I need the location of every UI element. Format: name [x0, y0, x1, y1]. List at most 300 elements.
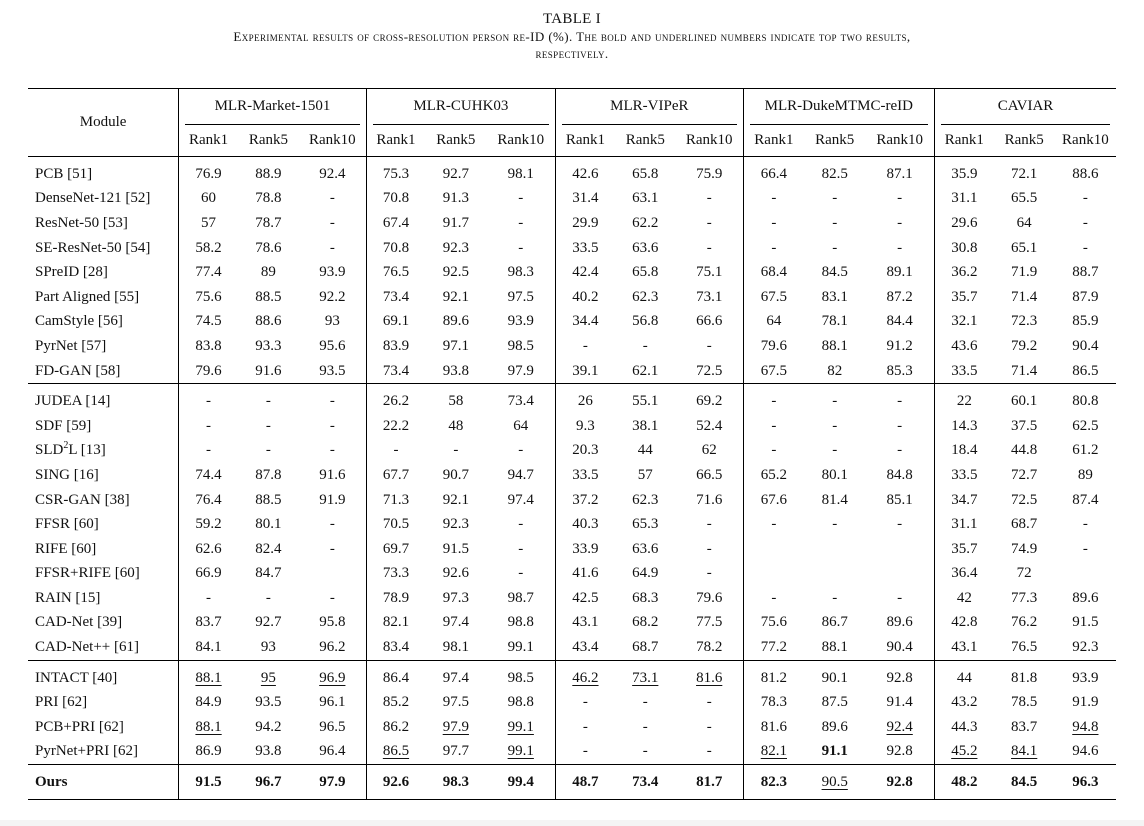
result-cell: 82	[827, 362, 843, 379]
result-cell: 92.8	[886, 743, 913, 760]
method-name	[28, 187, 179, 212]
table-row	[28, 562, 1116, 587]
method-name	[28, 157, 179, 187]
result-cell: 98.1	[486, 157, 555, 187]
result-cell: 93.9	[507, 313, 534, 330]
result-cell: 61.2	[1072, 442, 1099, 459]
result-cell: -	[556, 740, 615, 765]
result-cell: -	[832, 589, 838, 606]
result-cell: 89.6	[1072, 589, 1099, 606]
result-cell: -	[743, 512, 804, 537]
result-cell: 58.2	[179, 236, 238, 261]
result-cell: -	[804, 384, 865, 414]
result-cell: 98.5	[486, 660, 555, 690]
result-cell: 80.1	[255, 516, 282, 533]
result-cell: 67.7	[366, 463, 425, 488]
result-cell: 44.3	[935, 715, 994, 740]
result-cell: 44	[935, 660, 994, 690]
result-cell: 89.6	[821, 718, 848, 735]
result-cell: 31.1	[935, 187, 994, 212]
result-cell: 70.8	[366, 236, 425, 261]
result-cell: 97.7	[442, 743, 469, 760]
result-cell: 83.1	[821, 288, 848, 305]
result-cell: 89	[260, 264, 276, 281]
result-cell: 97.5	[507, 288, 534, 305]
result-cell: -	[743, 439, 804, 464]
result-cell: 69.2	[676, 384, 743, 414]
result-cell: 38.1	[632, 417, 659, 434]
result-cell: 99.4	[486, 765, 555, 800]
result-cell: 62.1	[632, 362, 659, 379]
result-cell: 92.7	[425, 157, 486, 187]
metric-header: Rank5	[625, 132, 665, 148]
result-cell: 42	[935, 586, 994, 611]
dataset-underline: CAVIAR	[941, 89, 1110, 125]
result-cell: 92.3	[442, 239, 469, 256]
result-cell: 73.1	[615, 660, 676, 690]
result-cell: 92.6	[366, 765, 425, 800]
method-name-text: FFSR+RIFE [60]	[35, 565, 140, 582]
result-cell: 92.8	[865, 765, 934, 800]
table-row	[28, 611, 1116, 636]
table-row	[28, 660, 1116, 690]
result-cell: 97.4	[425, 660, 486, 690]
result-cell: 95	[238, 660, 299, 690]
result-cell: -	[329, 442, 335, 459]
result-cell: 26.2	[366, 384, 425, 414]
result-cell	[804, 537, 865, 562]
method-name	[28, 715, 179, 740]
result-cell: 64	[1016, 214, 1032, 231]
result-cell: 35.9	[935, 157, 994, 187]
header-row-metrics	[28, 125, 1116, 157]
result-cell: -	[1082, 239, 1088, 256]
result-cell: 86.5	[1072, 362, 1099, 379]
result-cell: 92.4	[299, 157, 366, 187]
result-cell: 83.9	[366, 334, 425, 359]
result-cell: 78.7	[255, 214, 282, 231]
table-row	[28, 512, 1116, 537]
method-name	[28, 537, 179, 562]
result-cell: 96.2	[319, 639, 346, 656]
result-cell: -	[179, 384, 238, 414]
result-cell: -	[743, 236, 804, 261]
result-cell: -	[1082, 214, 1088, 231]
result-cell: -	[743, 586, 804, 611]
dataset-underline: MLR-VIPeR	[562, 89, 736, 125]
result-cell: 68.2	[632, 614, 659, 631]
result-cell: 74.9	[1011, 540, 1038, 557]
result-cell: 22.2	[366, 414, 425, 439]
result-cell: -	[706, 540, 712, 557]
result-cell: 96.4	[319, 743, 346, 760]
dataset-underline: MLR-DukeMTMC-reID	[750, 89, 928, 125]
result-cell: -	[265, 442, 271, 459]
result-cell: -	[642, 694, 648, 711]
result-cell: 91.4	[886, 694, 913, 711]
result-cell: 56.8	[632, 313, 659, 330]
result-cell: 96.3	[1055, 765, 1116, 800]
result-cell: -	[897, 516, 903, 533]
result-cell: 40.2	[556, 285, 615, 310]
result-cell: -	[518, 565, 524, 582]
result-cell	[865, 537, 934, 562]
result-cell: 92.1	[442, 288, 469, 305]
result-cell: 84.8	[886, 466, 913, 483]
result-cell: 73.4	[366, 285, 425, 310]
result-cell: -	[897, 589, 903, 606]
result-cell: 78.5	[1011, 694, 1038, 711]
ours-row	[28, 765, 1116, 800]
result-cell: -	[865, 384, 934, 414]
result-cell: 97.1	[442, 337, 469, 354]
result-cell: 76.4	[179, 488, 238, 513]
result-cell: 63.6	[632, 540, 659, 557]
result-cell: 84.1	[179, 635, 238, 660]
result-cell: 96.5	[319, 718, 346, 735]
dataset-header	[935, 89, 1116, 126]
result-cell: 45.2	[935, 740, 994, 765]
method-name-superscript: 2	[63, 440, 69, 452]
result-cell: 97.9	[299, 765, 366, 800]
method-name	[28, 260, 179, 285]
result-cell: 81.4	[821, 491, 848, 508]
result-cell: 92.8	[865, 660, 934, 690]
table-row	[28, 384, 1116, 414]
result-cell: 84.5	[994, 765, 1055, 800]
method-name	[28, 463, 179, 488]
result-cell: 97.9	[507, 362, 534, 379]
result-cell: 81.6	[676, 660, 743, 690]
result-cell: 36.4	[935, 562, 994, 587]
result-cell	[299, 562, 366, 587]
result-cell: 79.6	[179, 359, 238, 384]
result-cell: 84.7	[255, 565, 282, 582]
metric-header: Rank10	[876, 132, 923, 148]
result-cell: 88.7	[1072, 264, 1099, 281]
result-cell: 82.1	[743, 740, 804, 765]
result-cell: 93.5	[255, 694, 282, 711]
result-cell: 67.6	[743, 488, 804, 513]
result-cell: 90.7	[442, 466, 469, 483]
dataset-underline: MLR-CUHK03	[373, 89, 549, 125]
result-cell: 33.5	[556, 463, 615, 488]
result-cell: 44.8	[1011, 442, 1038, 459]
result-cell: 77.2	[743, 635, 804, 660]
result-cell: 84.1	[1011, 743, 1038, 760]
result-cell: 78.9	[366, 586, 425, 611]
result-cell: -	[329, 516, 335, 533]
result-cell: 95.6	[319, 337, 346, 354]
result-cell: 87.9	[1072, 288, 1099, 305]
table-row	[28, 187, 1116, 212]
method-name	[28, 660, 179, 690]
table-row	[28, 211, 1116, 236]
method-name	[28, 211, 179, 236]
result-cell: 96.9	[299, 660, 366, 690]
result-cell: -	[897, 442, 903, 459]
result-cell: 48	[448, 417, 464, 434]
result-cell: 75.6	[743, 611, 804, 636]
result-cell: 43.4	[556, 635, 615, 660]
result-cell: 87.2	[886, 288, 913, 305]
result-cell: -	[518, 190, 524, 207]
method-name	[28, 359, 179, 384]
result-cell: 92.2	[319, 288, 346, 305]
method-name	[28, 439, 179, 464]
result-cell: 66.6	[696, 313, 723, 330]
result-cell: 76.2	[1011, 614, 1038, 631]
result-cell: -	[299, 384, 366, 414]
result-cell: 67.5	[743, 359, 804, 384]
result-cell: -	[743, 211, 804, 236]
method-name-text: INTACT [40]	[35, 669, 118, 686]
result-cell: -	[518, 239, 524, 256]
method-name	[28, 740, 179, 765]
result-cell: 82.5	[804, 157, 865, 187]
result-cell: 86.2	[366, 715, 425, 740]
result-cell: 85.3	[886, 362, 913, 379]
result-cell: 88.1	[821, 639, 848, 656]
result-cell: -	[265, 417, 271, 434]
result-cell: 73.4	[486, 384, 555, 414]
result-cell: 60	[179, 187, 238, 212]
result-cell: 92.6	[442, 565, 469, 582]
result-cell: -	[1082, 190, 1088, 207]
method-name-text: Part Aligned [55]	[35, 288, 140, 305]
result-cell: -	[453, 442, 459, 459]
result-cell: -	[329, 589, 335, 606]
result-cell: 31.4	[556, 187, 615, 212]
result-cell: 89.6	[442, 313, 469, 330]
result-cell: 64	[513, 417, 529, 434]
result-cell: 97.4	[507, 491, 534, 508]
result-cell: 91.3	[442, 190, 469, 207]
result-cell: 85.9	[1072, 313, 1099, 330]
table-row	[28, 359, 1116, 384]
result-cell: 62.6	[179, 537, 238, 562]
result-cell: 68.4	[743, 260, 804, 285]
result-cell: 87.8	[255, 466, 282, 483]
result-cell: 63.6	[632, 239, 659, 256]
result-cell: 68.7	[632, 639, 659, 656]
result-cell: -	[832, 516, 838, 533]
result-cell: -	[329, 214, 335, 231]
result-cell: -	[706, 337, 712, 354]
result-cell: 88.1	[179, 715, 238, 740]
result-cell: 74.4	[179, 463, 238, 488]
result-cell: 81.7	[676, 765, 743, 800]
result-cell: -	[706, 516, 712, 533]
result-cell: -	[706, 718, 712, 735]
result-cell: 43.1	[935, 635, 994, 660]
result-cell: 82.1	[366, 611, 425, 636]
result-cell: 86.9	[179, 740, 238, 765]
result-cell: -	[518, 214, 524, 231]
result-cell: 36.2	[935, 260, 994, 285]
result-cell: 78.6	[255, 239, 282, 256]
result-cell: 98.8	[507, 694, 534, 711]
result-cell: -	[743, 384, 804, 414]
result-cell: 98.5	[507, 337, 534, 354]
result-cell: 93.3	[255, 337, 282, 354]
result-cell: 94.2	[255, 718, 282, 735]
result-cell: 22	[935, 384, 994, 414]
result-cell: 88.6	[1055, 157, 1116, 187]
result-cell: -	[706, 214, 712, 231]
table-row	[28, 260, 1116, 285]
metric-header: Rank1	[935, 125, 994, 157]
result-cell: 65.3	[632, 516, 659, 533]
result-cell: 33.5	[935, 463, 994, 488]
result-cell: -	[832, 442, 838, 459]
table-row	[28, 690, 1116, 715]
table-row	[28, 439, 1116, 464]
result-cell: 99.1	[507, 639, 534, 656]
result-cell: -	[642, 337, 648, 354]
result-cell: 74.5	[179, 310, 238, 335]
result-cell: 77.3	[1011, 589, 1038, 606]
result-cell: 91.7	[442, 214, 469, 231]
table-title: TABLE I	[543, 11, 601, 27]
result-cell: 71.9	[1011, 264, 1038, 281]
result-cell: 90.5	[804, 765, 865, 800]
result-cell: 72.5	[696, 362, 723, 379]
result-cell: -	[642, 743, 648, 760]
dataset-header	[556, 89, 743, 126]
result-cell: 93.9	[1055, 660, 1116, 690]
result-cell: 72.5	[1011, 491, 1038, 508]
result-cell: 94.7	[507, 466, 534, 483]
table-row	[28, 740, 1116, 765]
result-cell: 33.5	[935, 359, 994, 384]
result-cell: 98.1	[442, 639, 469, 656]
method-name	[28, 488, 179, 513]
result-cell: 77.5	[696, 614, 723, 631]
result-cell: 91.5	[179, 765, 238, 800]
result-cell: 92.1	[442, 491, 469, 508]
result-cell: -	[706, 743, 712, 760]
result-cell	[743, 562, 804, 587]
method-name-text: FFSR [60]	[35, 516, 99, 533]
method-name-text: CAD-Net++ [61]	[35, 639, 139, 656]
result-cell: 65.8	[615, 157, 676, 187]
method-name-text: CamStyle [56]	[35, 313, 123, 330]
result-cell: 48.7	[556, 765, 615, 800]
result-cell: 78.8	[255, 190, 282, 207]
result-cell: -	[238, 384, 299, 414]
result-cell: -	[832, 239, 838, 256]
result-cell: -	[832, 190, 838, 207]
result-cell: 35.7	[935, 285, 994, 310]
method-name	[28, 586, 179, 611]
result-cell: 99.1	[507, 718, 534, 735]
method-name	[28, 285, 179, 310]
result-cell: 89.1	[886, 264, 913, 281]
result-cell: -	[329, 190, 335, 207]
result-cell: 62.3	[632, 288, 659, 305]
result-cell: 63.1	[632, 190, 659, 207]
result-cell: 65.5	[1011, 190, 1038, 207]
table-row	[28, 488, 1116, 513]
result-cell: 96.1	[319, 694, 346, 711]
result-cell: -	[265, 589, 271, 606]
result-cell: -	[556, 334, 615, 359]
method-name-text: JUDEA [14]	[35, 393, 111, 410]
metric-header: Rank5	[248, 132, 288, 148]
result-cell: 62.2	[632, 214, 659, 231]
result-cell: 81.8	[994, 660, 1055, 690]
method-name	[28, 690, 179, 715]
table-row	[28, 537, 1116, 562]
dataset-header	[366, 89, 555, 126]
method-name-text: PCB [51]	[35, 165, 93, 182]
result-cell	[743, 537, 804, 562]
method-name-text: SPreID [28]	[35, 264, 108, 281]
method-name	[28, 611, 179, 636]
result-cell: 80.8	[1055, 384, 1116, 414]
result-cell: 97.4	[442, 614, 469, 631]
method-name-text: RIFE [60]	[35, 540, 97, 557]
dataset-underline: MLR-Market-1501	[185, 89, 359, 125]
result-cell: 66.4	[743, 157, 804, 187]
result-cell: 88.1	[821, 337, 848, 354]
result-cell: 83.4	[366, 635, 425, 660]
result-cell: 91.6	[319, 466, 346, 483]
result-cell: -	[897, 417, 903, 434]
metric-header: Rank10	[497, 132, 545, 148]
result-cell: 70.5	[366, 512, 425, 537]
result-cell: 81.2	[743, 660, 804, 690]
result-cell: -	[1082, 540, 1088, 557]
result-cell: 91.5	[1072, 614, 1099, 631]
result-cell	[1055, 562, 1116, 587]
result-cell: 91.9	[1072, 694, 1099, 711]
result-cell: 43.6	[935, 334, 994, 359]
result-cell: 91.6	[255, 362, 282, 379]
result-cell: 75.3	[366, 157, 425, 187]
result-cell: 9.3	[556, 414, 615, 439]
result-cell: 75.9	[676, 157, 743, 187]
method-name-text: PRI [62]	[35, 694, 88, 711]
metric-header: Rank5	[1004, 132, 1044, 148]
result-cell: -	[366, 439, 425, 464]
table-description-line-2: respectively.	[535, 46, 609, 61]
result-cell: 75.1	[696, 264, 723, 281]
metric-header: Rank5	[815, 132, 855, 148]
result-cell: 92.4	[886, 718, 913, 735]
result-cell: 71.4	[1011, 362, 1038, 379]
method-name	[28, 334, 179, 359]
metric-header: Rank5	[436, 132, 476, 148]
result-cell: 87.4	[1072, 491, 1099, 508]
result-cell: 87.5	[821, 694, 848, 711]
result-cell: 69.7	[366, 537, 425, 562]
method-name-text: SING [16]	[35, 466, 99, 483]
result-cell: 34.4	[556, 310, 615, 335]
result-cell: 82.4	[255, 540, 282, 557]
result-cell: 76.5	[1011, 639, 1038, 656]
method-name	[28, 512, 179, 537]
result-cell: -	[556, 690, 615, 715]
result-cell: -	[743, 187, 804, 212]
result-cell: 90.1	[804, 660, 865, 690]
result-cell: 87.1	[865, 157, 934, 187]
result-cell: 79.6	[743, 334, 804, 359]
result-cell: 69.1	[366, 310, 425, 335]
result-cell: 37.2	[556, 488, 615, 513]
result-cell: 91.1	[821, 743, 848, 760]
